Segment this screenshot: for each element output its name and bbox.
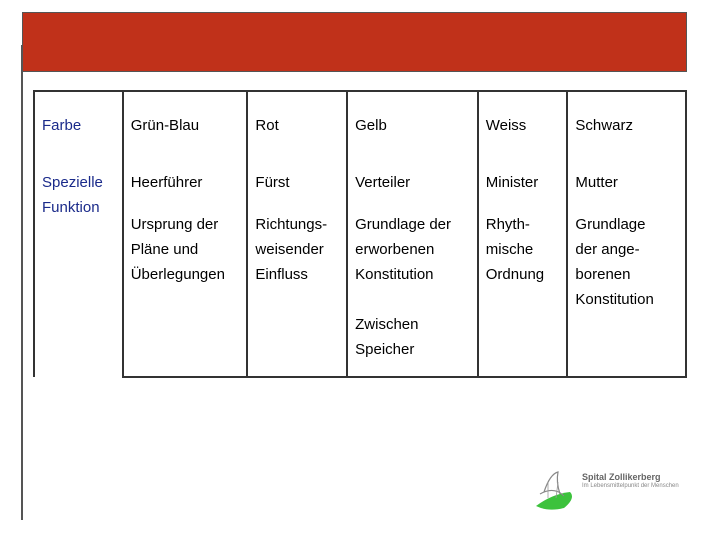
table-cell: Rot: [247, 91, 347, 159]
table-cell: Schwarz: [567, 91, 686, 159]
table-cell: Richtungs- weisender Einfluss: [247, 208, 347, 377]
table-cell: Grundlage der erworbenen Konstitution Zwischen Speicher: [347, 208, 478, 377]
table-cell: Gelb: [347, 91, 478, 159]
table-cell: Heerführer: [123, 159, 248, 208]
table-row-color: [34, 91, 686, 159]
title-bar: [22, 12, 687, 72]
table-cell: Ursprung der Pläne und Überlegungen: [123, 208, 248, 377]
table-cell: Verteiler: [347, 159, 478, 208]
element-table: [33, 90, 687, 378]
table-cell: Minister: [478, 159, 568, 208]
table-row-description: [34, 208, 686, 377]
logo-name: Spital Zollikerberg: [582, 472, 661, 482]
table-cell: Mutter: [567, 159, 686, 208]
logo-mark-icon: [530, 462, 580, 512]
left-rule: [21, 45, 23, 520]
table-row-function: [34, 159, 686, 208]
table-cell: Grundlage der ange- borenen Konstitution: [567, 208, 686, 377]
logo-subtitle: Im Lebensmittelpunkt der Menschen: [582, 483, 679, 489]
table-cell: Weiss: [478, 91, 568, 159]
table-cell: Fürst: [247, 159, 347, 208]
row-label-spezielle-funktion: Spezielle Funktion: [34, 159, 123, 377]
row-label-farbe: Farbe: [34, 91, 123, 159]
table-cell: Grün-Blau: [123, 91, 248, 159]
hospital-logo: [530, 462, 690, 512]
table-cell: Rhyth- mische Ordnung: [478, 208, 568, 377]
